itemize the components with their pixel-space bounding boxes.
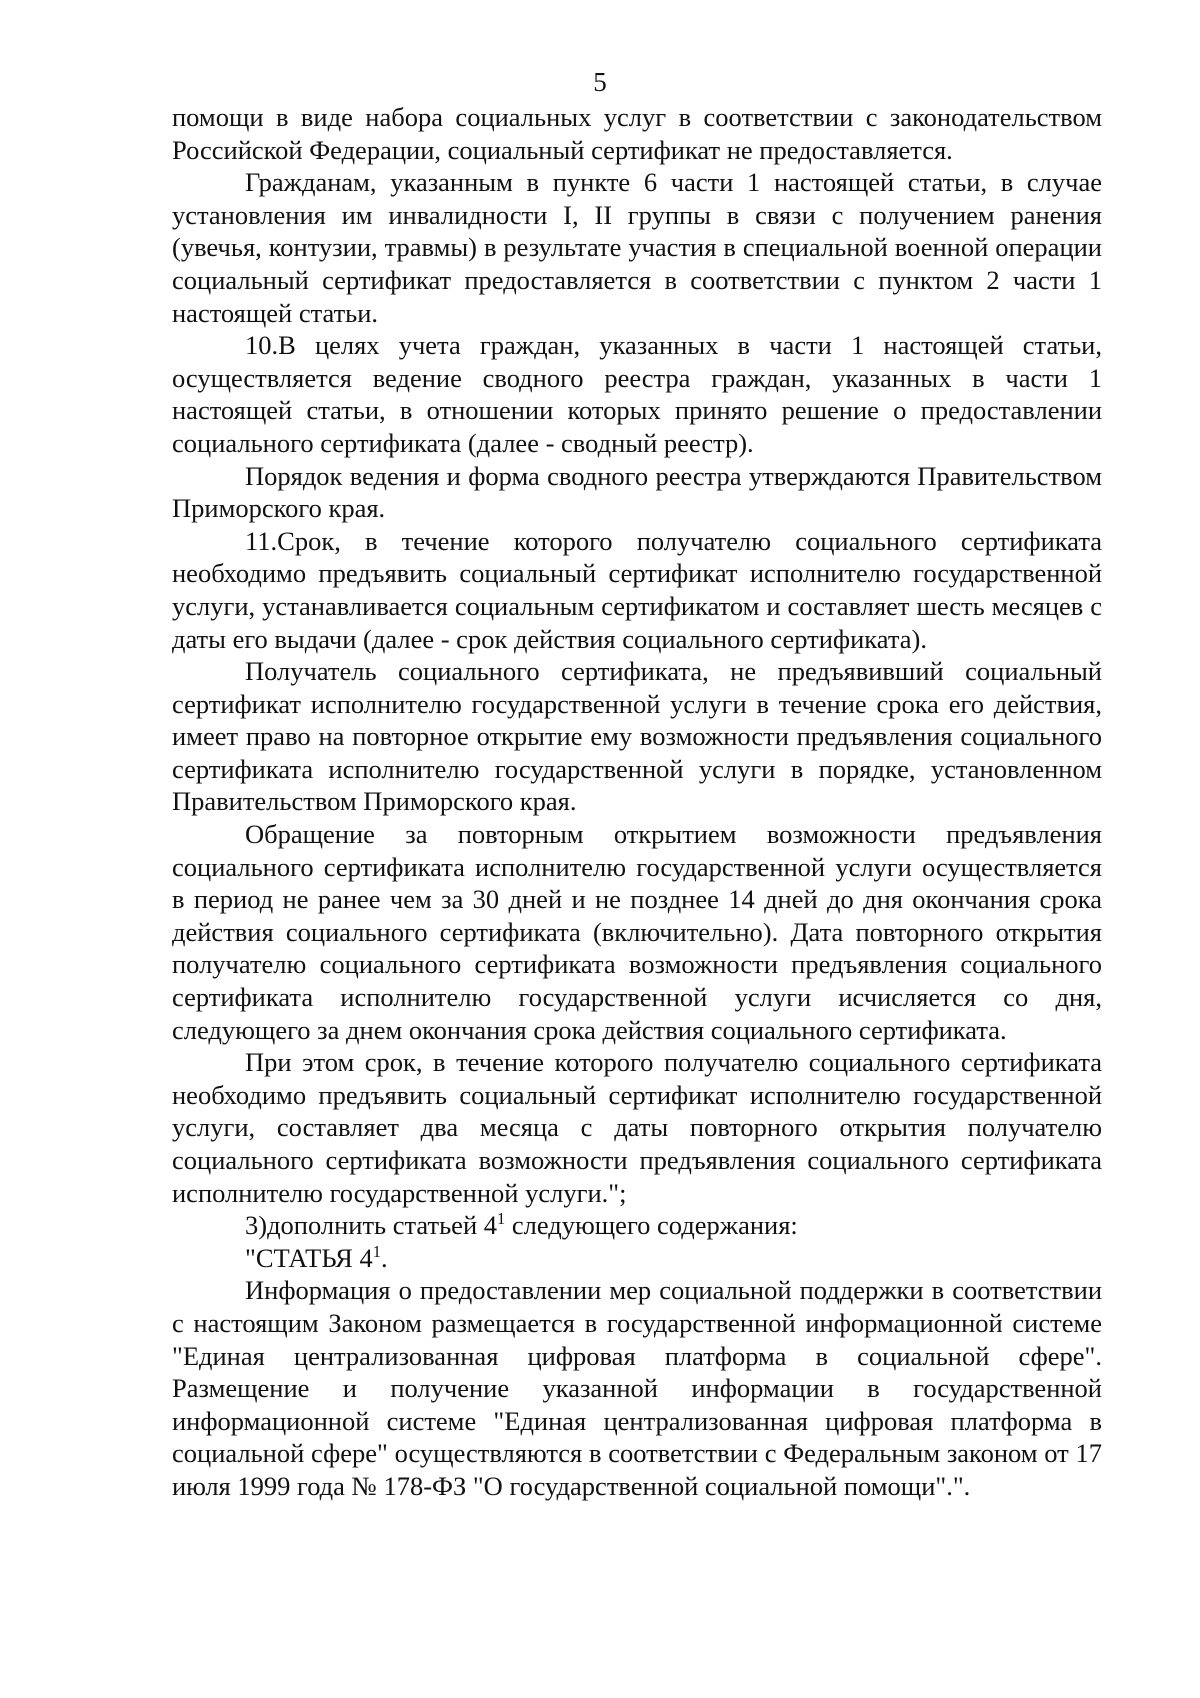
amendment-text: 3)дополнить статьей 4: [245, 1210, 497, 1241]
page-number: 5: [593, 67, 607, 97]
superscript: 1: [372, 1241, 381, 1261]
paragraph-reopening-term: При этом срок, в течение которого получателю социального сертификата необходимо предъявить социальный сертификат исполнителю государственной услуги, составляет два месяца с даты повторного открытия получателю социального сертификата возможности предъявления социального сертификата исполнителю государственной услуги.";: [172, 1047, 1102, 1208]
paragraph-information-placement: Информация о предоставлении мер социальной поддержки в соответствии с настоящим Законом размещается в государственной информационной системе "Единая централизованная цифровая платформа в социальной сфере". Размещение и получение указанной информации в государственной информационной системе "Единая централизованная цифровая платформа в социальной сфере" осуществляются в соответствии с Федеральным законом от 17 июля 1999 года № 178-ФЗ "О государственной социальной помощи".".: [172, 1275, 1102, 1501]
paragraph-amendment-3: [172, 1209, 1102, 1242]
paragraph-continuation: помощи в виде набора социальных услуг в соответствии с законодательством Российской Федерации, социальный сертификат не предоставляется.: [172, 102, 1102, 165]
paragraph-disability: Гражданам, указанным в пункте 6 части 1 настоящей статьи, в случае установления им инвалидности I, II группы в связи с получением ранения (увечья, контузии, травмы) в результате участия в специальной военной операции социальный сертификат предоставляется в соответствии с пунктом 2 части 1 настоящей статьи.: [172, 167, 1102, 328]
article-heading: [172, 1242, 1102, 1275]
article-heading-text: "СТАТЬЯ 4: [245, 1242, 373, 1273]
superscript: 1: [497, 1209, 506, 1229]
paragraph-clause-10: 10.В целях учета граждан, указанных в части 1 настоящей статьи, осуществляется ведение сводного реестра граждан, указанных в части 1 настоящей статьи, в отношении которых принято решение о предоставлении социального сертификата (далее - сводный реестр).: [172, 330, 1102, 458]
paragraph-recipient-right: Получатель социального сертификата, не предъявивший социальный сертификат исполнителю государственной услуги в течение срока его действия, имеет право на повторное открытие ему возможности предъявления социального сертификата исполнителю государственной услуги в порядке, установленном Правительством Приморского края.: [172, 656, 1102, 817]
amendment-text-end: следующего содержания:: [505, 1210, 798, 1241]
article-heading-end: .: [380, 1242, 388, 1273]
document-body: [172, 101, 1102, 1503]
paragraph-registry-order: Порядок ведения и форма сводного реестра утверждаются Правительством Приморского края.: [172, 460, 1102, 524]
paragraph-clause-11: 11.Срок, в течение которого получателю социального сертификата необходимо предъявить социальный сертификат исполнителю государственной услуги, устанавливается социальным сертификатом и составляет шесть месяцев с даты его выдачи (далее - срок действия социального сертификата).: [172, 525, 1102, 654]
paragraph-reopening-request: Обращение за повторным открытием возможности предъявления социального сертификата исполнителю государственной услуги осуществляется в период не ранее чем за 30 дней и не позднее 14 дней до дня окончания срока действия социального сертификата (включительно). Дата повторного открытия получателю социального сертификата возможности предъявления социального сертификата исполнителю государственной услуги исчисляется со дня, следующего за днем окончания срока действия социального сертификата.: [172, 819, 1102, 1045]
